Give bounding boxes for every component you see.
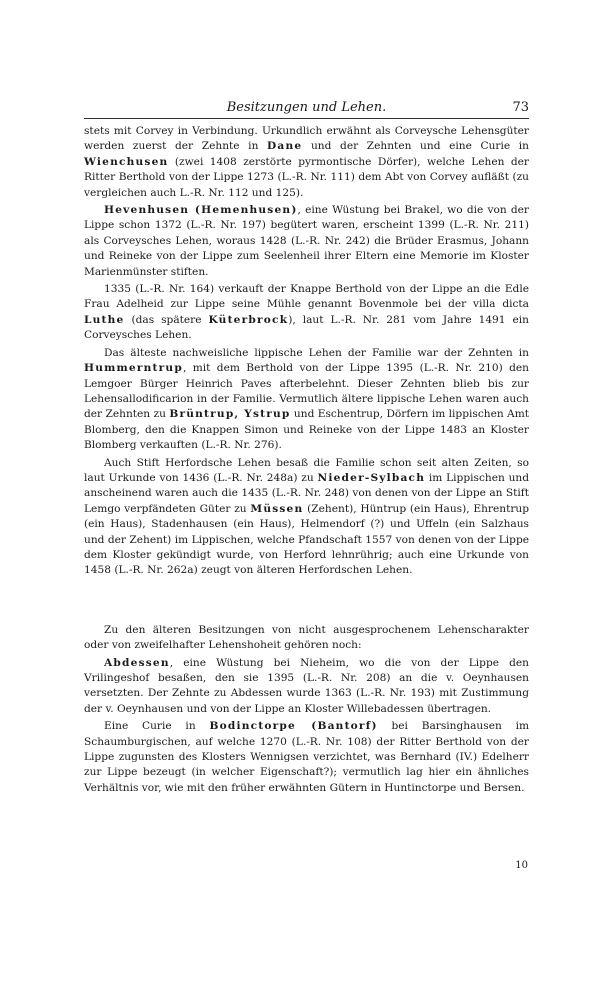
paragraph: Eine Curie in Bodinctorpe (Bantorf) bei Barsinghausen im Schaumburgischen, auf welche 1270 (L.-R. Nr. 108) der Ritter Berthold von der Lippe zugunsten des Klosters Wennigsen verzichtet, was Bernhard (IV.) Edelherr zur Lippe bezeugt (in welcher Eigenschaft?); vermutlich lag hier ein ähnliches Verhältnis vor, wie mit den früher erwähnten Gütern in Huntinctorpe und Bersen. <box>84 720 529 794</box>
page-number: 73 <box>512 100 529 115</box>
page-title: Besitzungen und Lehen. <box>226 100 387 115</box>
paragraph: Zu den älteren Besitzungen von nicht ausgesprochenem Lehenscharakter oder von zweifelhafter Lehenshoheit gehören noch: <box>84 623 529 652</box>
paragraph: Auch Stift Herfordsche Lehen besaß die Familie schon seit alten Zeiten, so laut Urkunde von 1436 (L.-R. Nr. 248a) zu Nieder-Sylbach im Lippischen und anscheinend waren auch die 1435 (L.-R. Nr. 248) von denen von der Lippe an Stift Lemgo verpfändeten Güter zu Müssen (Zehent), Hüntrup (ein Haus), Ehrentrup (ein Haus), Stadenhausen (ein Haus), Helmendorf (?) und Uffeln (ein Salzhaus und der Zehent) im Lippischen, welche Pfandschaft 1557 von denen von der Lippe dem Kloster gekündigt wurde, von Herford lehnrührig; auch eine Urkunde von 1458 (L.-R. Nr. 262a) zeugt von älteren Herfordschen Lehen. <box>84 456 530 577</box>
signature-mark: 10 <box>515 860 528 871</box>
running-head <box>84 100 529 119</box>
section-gap <box>84 581 529 623</box>
body-text <box>84 124 529 798</box>
paragraph: Abdessen, eine Wüstung bei Nieheim, wo die von der Lippe den Vrilingeshof besaßen, den sie 1395 (L.-R. Nr. 208) an die v. Oeynhausen versetzten. Der Zehnte zu Abdessen wurde 1363 (L.-R. Nr. 193) mit Zustimmung der v. Oeynhausen und von der Lippe an Kloster Willebadessen übertragen. <box>84 656 529 715</box>
paragraph: stets mit Corvey in Verbindung. Urkundlich erwähnt als Corveysche Lehensgüter werden zuerst der Zehnte in Dane und der Zehnten und eine Curie in Wienchusen (zwei 1408 zerstörte pyrmontische Dörfer), welche Lehen der Ritter Berthold von der Lippe 1273 (L.-R. Nr. 111) dem Abt von Corvey aufläßt (zu vergleichen auch L.-R. Nr. 112 und 125). <box>84 125 530 199</box>
paragraph: 1335 (L.-R. Nr. 164) verkauft der Knappe Berthold von der Lippe an die Edle Frau Adelheid zur Lippe seine Mühle genannt Bovenmole bei der villa dicta Luthe (das spätere Küterbrock), laut L.-R. Nr. 281 vom Jahre 1491 ein Corveysches Lehen. <box>84 283 529 342</box>
paragraph: Hevenhusen (Hemenhusen), eine Wüstung bei Brakel, wo die von der Lippe schon 1372 (L.-R. Nr. 197) begütert waren, erscheint 1399 (L.-R. Nr. 211) als Corveysches Lehen, woraus 1428 (L.-R. Nr. 242) die Brüder Erasmus, Johann und Reineke von der Lippe zum Seelenheil ihrer Eltern eine Memorie im Kloster Marienmünster stiften. <box>84 204 529 278</box>
paragraph: Das älteste nachweisliche lippische Lehen der Familie war der Zehnten in Hummerntrup, mit dem Berthold von der Lippe 1395 (L.-R. Nr. 210) den Lemgoer Bürger Heinrich Paves afterbelehnt. Dieser Zehnten blieb bis zur Lehensallodificarion in der Familie. Vermutlich ältere lippische Lehen waren auch der Zehnten zu Brüntrup, Ystrup und Eschentrup, Dörfern im lippischen Amt Blomberg, den die Knappen Simon und Reineke von der Lippe 1483 an Kloster Blomberg verkauften (L.-R. Nr. 276). <box>84 346 530 452</box>
